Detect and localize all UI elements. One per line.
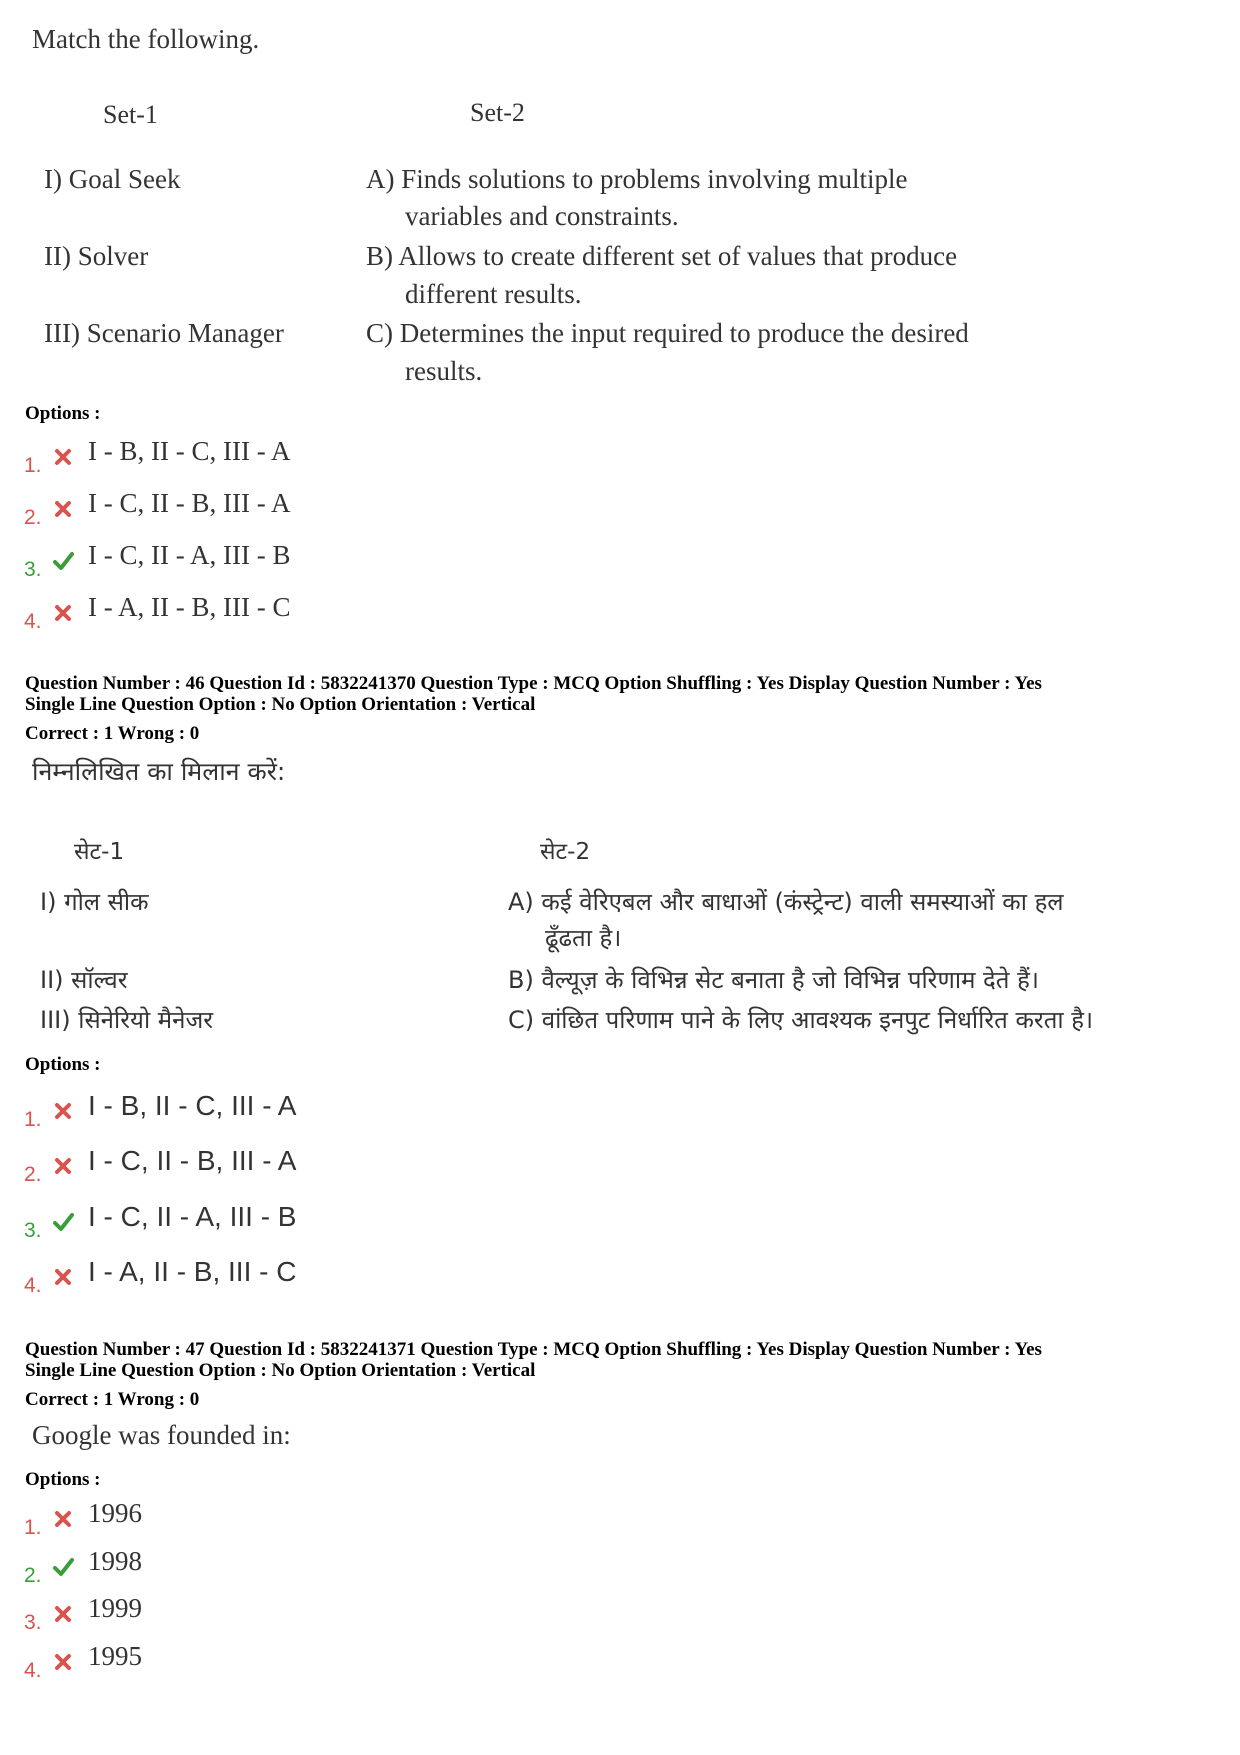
q46-left-item: III) सिनेरियो मैनेजर [40,1006,214,1034]
q45-right-item: C) Determines the input required to produce the desired [366,318,969,348]
q45-right-item-cont: variables and constraints. [405,201,679,231]
option-text: I - B, II - C, III - A [88,436,291,466]
option-number: 1. [24,1516,42,1539]
option-text: I - A, II - B, III - C [88,1256,297,1287]
option-text: I - C, II - B, III - A [88,1145,297,1176]
option-text: 1995 [88,1641,142,1671]
q45-set1-heading: Set-1 [103,100,158,129]
cross-icon [52,498,74,520]
cross-icon [52,1266,74,1288]
option-number: 3. [24,558,42,581]
q46-right-item-cont: ढूँढता है। [545,924,622,952]
option-number: 2. [24,1163,42,1186]
q45-prompt: Match the following. [32,24,260,54]
option-text: I - B, II - C, III - A [88,1090,297,1121]
q45-left-item: III) Scenario Manager [44,318,284,348]
option-number: 3. [24,1219,42,1242]
q46-left-item: I) गोल सीक [40,888,149,916]
cross-icon [52,1100,74,1122]
cross-icon [52,1603,74,1625]
option-text: I - C, II - A, III - B [88,1201,297,1232]
cross-icon [52,1508,74,1530]
option-number: 1. [24,1108,42,1131]
option-text: I - A, II - B, III - C [88,592,291,622]
check-icon [52,1556,74,1578]
q45-left-item: I) Goal Seek [44,164,181,194]
check-icon [52,550,74,572]
q46-options-label: Options : [25,1054,101,1075]
option-number: 2. [24,1564,42,1587]
q47-meta-line-3: Correct : 1 Wrong : 0 [25,1389,200,1410]
option-number: 3. [24,1611,42,1634]
q46-set1-heading: सेट-1 [74,839,125,865]
q46-prompt: निम्नलिखित का मिलान करें: [32,757,286,786]
option-text: I - C, II - A, III - B [88,540,291,570]
q45-right-item-cont: results. [405,356,483,386]
q45-options-label: Options : [25,403,101,424]
q45-right-item-cont: different results. [405,279,582,309]
check-icon [52,1211,74,1233]
cross-icon [52,1651,74,1673]
option-text: 1998 [88,1546,142,1576]
cross-icon [52,1155,74,1177]
q47-meta-line-2: Single Line Question Option : No Option Orientation : Vertical [25,1360,536,1381]
q46-meta-line-3: Correct : 1 Wrong : 0 [25,723,200,744]
option-text: 1999 [88,1593,142,1623]
option-number: 4. [24,1659,42,1682]
q45-right-item: A) Finds solutions to problems involving multiple [366,164,908,194]
option-number: 2. [24,506,42,529]
q46-right-item: A) कई वेरिएबल और बाधाओं (कंस्ट्रेन्ट) वाली समस्याओं का हल [508,888,1064,916]
q45-left-item: II) Solver [44,241,149,271]
q46-meta-line-2: Single Line Question Option : No Option Orientation : Vertical [25,694,536,715]
q46-set2-heading: सेट-2 [540,839,591,865]
q46-right-item: B) वैल्यूज़ के विभिन्न सेट बनाता है जो विभिन्न परिणाम देते हैं। [508,966,1039,994]
option-number: 1. [24,454,42,477]
q45-set2-heading: Set-2 [470,98,525,127]
cross-icon [52,446,74,468]
q47-meta-line-1: Question Number : 47 Question Id : 5832241371 Question Type : MCQ Option Shuffling : Yes Display Question Number : Yes [25,1339,1042,1360]
cross-icon [52,602,74,624]
q47-prompt: Google was founded in: [32,1420,291,1450]
option-text: I - C, II - B, III - A [88,488,291,518]
q47-options-label: Options : [25,1469,101,1490]
option-number: 4. [24,1274,42,1297]
q46-meta-line-1: Question Number : 46 Question Id : 5832241370 Question Type : MCQ Option Shuffling : Yes Display Question Number : Yes [25,673,1042,694]
option-text: 1996 [88,1498,142,1528]
q46-right-item: C) वांछित परिणाम पाने के लिए आवश्यक इनपुट निर्धारित करता है। [508,1006,1094,1034]
q45-right-item: B) Allows to create different set of values that produce [366,241,958,271]
option-number: 4. [24,610,42,633]
q46-left-item: II) सॉल्वर [40,966,128,994]
